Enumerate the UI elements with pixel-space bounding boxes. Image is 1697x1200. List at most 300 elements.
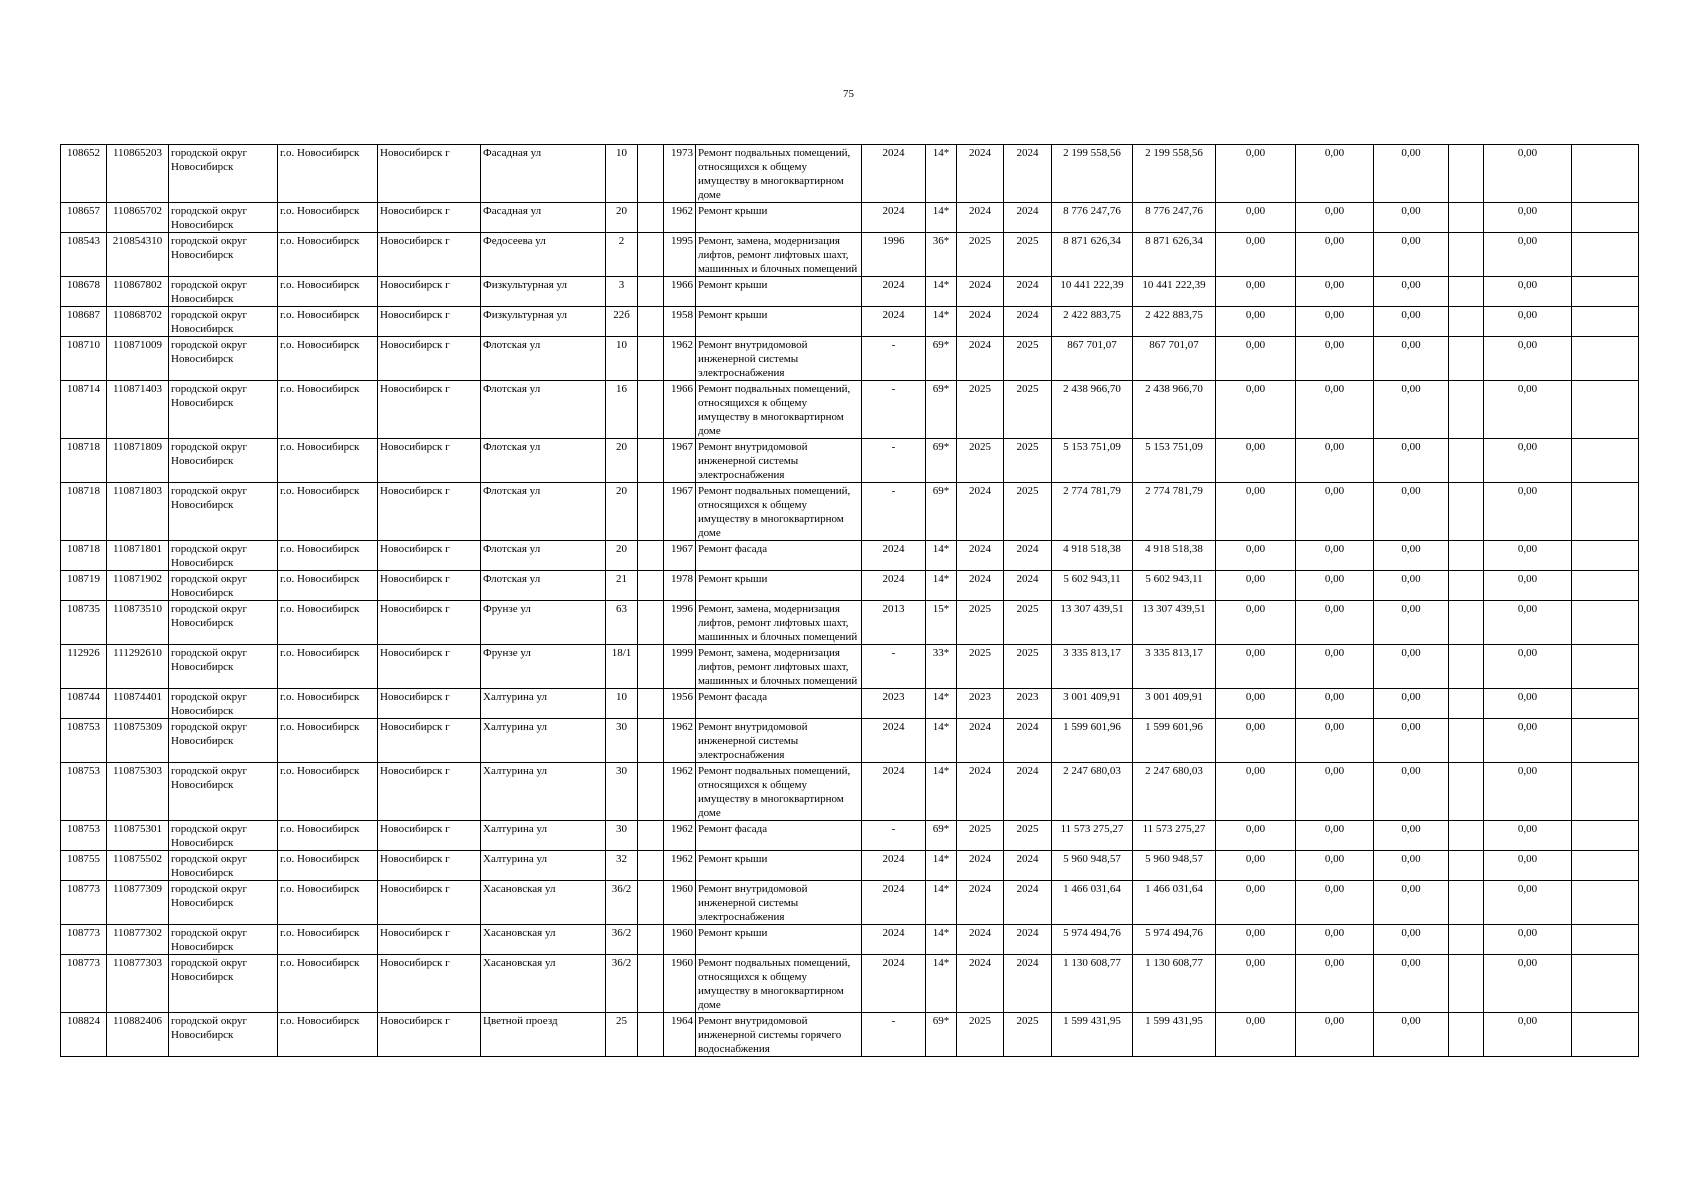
cell-city: Новосибирск г — [378, 337, 481, 381]
cell-house: 63 — [606, 601, 638, 645]
cell-id: 108755 — [61, 851, 107, 881]
cell-total-cost: 3 001 409,91 — [1052, 689, 1133, 719]
cell-municipality: г.о. Новосибирск — [278, 541, 378, 571]
cell-city: Новосибирск г — [378, 571, 481, 601]
cell-funding-2: 0,00 — [1296, 601, 1374, 645]
cell-street: Флотская ул — [481, 439, 606, 483]
cell-id: 108773 — [61, 955, 107, 1013]
cell-total-cost: 10 441 222,39 — [1052, 277, 1133, 307]
cell-funding-5: 0,00 — [1484, 1013, 1572, 1057]
cell-funding-2: 0,00 — [1296, 483, 1374, 541]
cell-fund-cost: 11 573 275,27 — [1133, 821, 1216, 851]
cell-city: Новосибирск г — [378, 381, 481, 439]
cell-funding-3: 0,00 — [1374, 763, 1449, 821]
cell-code: 110875303 — [107, 763, 169, 821]
cell-id: 108718 — [61, 439, 107, 483]
cell-block — [638, 645, 664, 689]
cell-code: 111292610 — [107, 645, 169, 689]
cell-street: Халтурина ул — [481, 763, 606, 821]
cell-city: Новосибирск г — [378, 601, 481, 645]
cell-funding-6 — [1572, 277, 1639, 307]
cell-funding-3: 0,00 — [1374, 483, 1449, 541]
cell-funding-5: 0,00 — [1484, 277, 1572, 307]
cell-municipality: г.о. Новосибирск — [278, 439, 378, 483]
cell-funding-5: 0,00 — [1484, 233, 1572, 277]
cell-code: 210854310 — [107, 233, 169, 277]
cell-funding-4 — [1449, 719, 1484, 763]
cell-end-year: 2024 — [1004, 307, 1052, 337]
cell-end-year: 2024 — [1004, 277, 1052, 307]
cell-total-cost: 4 918 518,38 — [1052, 541, 1133, 571]
cell-funding-2: 0,00 — [1296, 821, 1374, 851]
cell-funding-3: 0,00 — [1374, 439, 1449, 483]
cell-street: Хасановская ул — [481, 881, 606, 925]
cell-end-year: 2024 — [1004, 541, 1052, 571]
cell-block — [638, 851, 664, 881]
cell-city: Новосибирск г — [378, 1013, 481, 1057]
table-row — [61, 925, 1639, 955]
cell-end-year: 2025 — [1004, 1013, 1052, 1057]
cell-work-type: Ремонт подвальных помещений, относящихся к общему имуществу в многоквартирном доме — [696, 145, 862, 203]
cell-house: 20 — [606, 541, 638, 571]
cell-fund-cost: 5 960 948,57 — [1133, 851, 1216, 881]
cell-block — [638, 689, 664, 719]
cell-funding-4 — [1449, 763, 1484, 821]
cell-funding-6 — [1572, 483, 1639, 541]
cell-end-year: 2025 — [1004, 645, 1052, 689]
cell-street: Флотская ул — [481, 337, 606, 381]
cell-basis: 69* — [926, 439, 957, 483]
cell-district: городской округ Новосибирск — [169, 881, 278, 925]
cell-fund-cost: 1 599 431,95 — [1133, 1013, 1216, 1057]
cell-house: 10 — [606, 337, 638, 381]
cell-district: городской округ Новосибирск — [169, 381, 278, 439]
cell-basis: 15* — [926, 601, 957, 645]
capital-repair-register-table — [60, 144, 1639, 1057]
cell-funding-6 — [1572, 881, 1639, 925]
cell-city: Новосибирск г — [378, 955, 481, 1013]
cell-work-type: Ремонт фасада — [696, 541, 862, 571]
cell-district: городской округ Новосибирск — [169, 719, 278, 763]
cell-start-year: 2023 — [957, 689, 1004, 719]
table-row — [61, 483, 1639, 541]
cell-basis: 14* — [926, 689, 957, 719]
cell-city: Новосибирск г — [378, 821, 481, 851]
cell-total-cost: 2 199 558,56 — [1052, 145, 1133, 203]
cell-total-cost: 867 701,07 — [1052, 337, 1133, 381]
cell-start-year: 2024 — [957, 925, 1004, 955]
cell-work-type: Ремонт внутридомовой инженерной системы электроснабжения — [696, 719, 862, 763]
cell-funding-6 — [1572, 203, 1639, 233]
cell-funding-1: 0,00 — [1216, 307, 1296, 337]
cell-funding-6 — [1572, 541, 1639, 571]
cell-funding-2: 0,00 — [1296, 881, 1374, 925]
table-row — [61, 145, 1639, 203]
cell-funding-6 — [1572, 763, 1639, 821]
cell-last-year: 2024 — [862, 955, 926, 1013]
cell-municipality: г.о. Новосибирск — [278, 925, 378, 955]
cell-start-year: 2025 — [957, 439, 1004, 483]
cell-start-year: 2025 — [957, 645, 1004, 689]
cell-fund-cost: 1 466 031,64 — [1133, 881, 1216, 925]
cell-street: Физкультурная ул — [481, 277, 606, 307]
cell-id: 108824 — [61, 1013, 107, 1057]
cell-street: Фасадная ул — [481, 203, 606, 233]
cell-funding-3: 0,00 — [1374, 821, 1449, 851]
cell-funding-4 — [1449, 881, 1484, 925]
cell-fund-cost: 5 974 494,76 — [1133, 925, 1216, 955]
cell-municipality: г.о. Новосибирск — [278, 763, 378, 821]
cell-year-built: 1967 — [664, 439, 696, 483]
cell-year-built: 1966 — [664, 381, 696, 439]
cell-funding-5: 0,00 — [1484, 955, 1572, 1013]
table-row — [61, 203, 1639, 233]
cell-block — [638, 1013, 664, 1057]
cell-start-year: 2024 — [957, 483, 1004, 541]
cell-last-year: - — [862, 381, 926, 439]
cell-work-type: Ремонт подвальных помещений, относящихся к общему имуществу в многоквартирном доме — [696, 955, 862, 1013]
cell-city: Новосибирск г — [378, 439, 481, 483]
cell-last-year: 2024 — [862, 763, 926, 821]
cell-basis: 36* — [926, 233, 957, 277]
cell-municipality: г.о. Новосибирск — [278, 955, 378, 1013]
cell-basis: 14* — [926, 307, 957, 337]
cell-end-year: 2025 — [1004, 381, 1052, 439]
cell-work-type: Ремонт внутридомовой инженерной системы электроснабжения — [696, 881, 862, 925]
cell-id: 108678 — [61, 277, 107, 307]
cell-funding-3: 0,00 — [1374, 925, 1449, 955]
cell-id: 108687 — [61, 307, 107, 337]
cell-block — [638, 439, 664, 483]
cell-street: Фрунзе ул — [481, 601, 606, 645]
cell-total-cost: 3 335 813,17 — [1052, 645, 1133, 689]
cell-year-built: 1999 — [664, 645, 696, 689]
cell-block — [638, 381, 664, 439]
cell-funding-2: 0,00 — [1296, 571, 1374, 601]
cell-funding-2: 0,00 — [1296, 1013, 1374, 1057]
cell-year-built: 1995 — [664, 233, 696, 277]
cell-last-year: 2024 — [862, 719, 926, 763]
cell-block — [638, 145, 664, 203]
cell-fund-cost: 2 438 966,70 — [1133, 381, 1216, 439]
cell-year-built: 1973 — [664, 145, 696, 203]
cell-fund-cost: 3 001 409,91 — [1133, 689, 1216, 719]
cell-funding-3: 0,00 — [1374, 381, 1449, 439]
cell-block — [638, 277, 664, 307]
cell-fund-cost: 2 422 883,75 — [1133, 307, 1216, 337]
cell-municipality: г.о. Новосибирск — [278, 337, 378, 381]
cell-district: городской округ Новосибирск — [169, 439, 278, 483]
table-row — [61, 541, 1639, 571]
cell-last-year: - — [862, 645, 926, 689]
cell-code: 110871801 — [107, 541, 169, 571]
cell-last-year: - — [862, 439, 926, 483]
cell-fund-cost: 1 130 608,77 — [1133, 955, 1216, 1013]
cell-fund-cost: 1 599 601,96 — [1133, 719, 1216, 763]
cell-basis: 69* — [926, 1013, 957, 1057]
cell-last-year: 2024 — [862, 541, 926, 571]
cell-work-type: Ремонт крыши — [696, 203, 862, 233]
cell-basis: 14* — [926, 763, 957, 821]
cell-funding-4 — [1449, 925, 1484, 955]
cell-street: Цветной проезд — [481, 1013, 606, 1057]
cell-funding-3: 0,00 — [1374, 145, 1449, 203]
cell-district: городской округ Новосибирск — [169, 601, 278, 645]
cell-funding-3: 0,00 — [1374, 851, 1449, 881]
table-row — [61, 601, 1639, 645]
cell-street: Фасадная ул — [481, 145, 606, 203]
cell-funding-6 — [1572, 601, 1639, 645]
table-row — [61, 337, 1639, 381]
cell-house: 30 — [606, 821, 638, 851]
cell-code: 110871009 — [107, 337, 169, 381]
cell-year-built: 1962 — [664, 203, 696, 233]
cell-house: 36/2 — [606, 955, 638, 1013]
cell-funding-5: 0,00 — [1484, 337, 1572, 381]
cell-funding-4 — [1449, 439, 1484, 483]
cell-last-year: 2024 — [862, 851, 926, 881]
cell-street: Фрунзе ул — [481, 645, 606, 689]
cell-funding-4 — [1449, 337, 1484, 381]
cell-block — [638, 483, 664, 541]
cell-year-built: 1996 — [664, 601, 696, 645]
cell-total-cost: 5 153 751,09 — [1052, 439, 1133, 483]
cell-funding-5: 0,00 — [1484, 439, 1572, 483]
table-row — [61, 307, 1639, 337]
cell-funding-2: 0,00 — [1296, 541, 1374, 571]
cell-funding-4 — [1449, 307, 1484, 337]
cell-start-year: 2024 — [957, 571, 1004, 601]
cell-id: 108773 — [61, 925, 107, 955]
cell-city: Новосибирск г — [378, 307, 481, 337]
cell-funding-6 — [1572, 821, 1639, 851]
cell-basis: 14* — [926, 203, 957, 233]
cell-funding-1: 0,00 — [1216, 571, 1296, 601]
cell-funding-5: 0,00 — [1484, 821, 1572, 851]
cell-code: 110875301 — [107, 821, 169, 851]
cell-funding-1: 0,00 — [1216, 1013, 1296, 1057]
cell-funding-2: 0,00 — [1296, 307, 1374, 337]
cell-id: 108735 — [61, 601, 107, 645]
cell-funding-2: 0,00 — [1296, 233, 1374, 277]
cell-fund-cost: 4 918 518,38 — [1133, 541, 1216, 571]
cell-basis: 14* — [926, 541, 957, 571]
cell-funding-3: 0,00 — [1374, 955, 1449, 1013]
cell-street: Халтурина ул — [481, 851, 606, 881]
cell-start-year: 2024 — [957, 203, 1004, 233]
cell-district: городской округ Новосибирск — [169, 307, 278, 337]
cell-work-type: Ремонт внутридомовой инженерной системы электроснабжения — [696, 439, 862, 483]
cell-street: Флотская ул — [481, 571, 606, 601]
cell-start-year: 2024 — [957, 881, 1004, 925]
cell-district: городской округ Новосибирск — [169, 689, 278, 719]
cell-funding-6 — [1572, 307, 1639, 337]
cell-end-year: 2025 — [1004, 821, 1052, 851]
cell-street: Халтурина ул — [481, 821, 606, 851]
cell-block — [638, 719, 664, 763]
cell-funding-5: 0,00 — [1484, 689, 1572, 719]
cell-funding-2: 0,00 — [1296, 719, 1374, 763]
cell-funding-4 — [1449, 203, 1484, 233]
cell-year-built: 1960 — [664, 955, 696, 1013]
cell-basis: 14* — [926, 851, 957, 881]
cell-start-year: 2024 — [957, 145, 1004, 203]
cell-funding-5: 0,00 — [1484, 541, 1572, 571]
cell-id: 108753 — [61, 821, 107, 851]
cell-funding-1: 0,00 — [1216, 601, 1296, 645]
cell-house: 20 — [606, 203, 638, 233]
cell-code: 110865203 — [107, 145, 169, 203]
cell-house: 10 — [606, 689, 638, 719]
table-row — [61, 439, 1639, 483]
cell-year-built: 1966 — [664, 277, 696, 307]
cell-id: 108657 — [61, 203, 107, 233]
cell-funding-2: 0,00 — [1296, 925, 1374, 955]
cell-id: 108718 — [61, 483, 107, 541]
cell-city: Новосибирск г — [378, 763, 481, 821]
cell-year-built: 1962 — [664, 821, 696, 851]
cell-funding-3: 0,00 — [1374, 601, 1449, 645]
cell-city: Новосибирск г — [378, 203, 481, 233]
cell-year-built: 1964 — [664, 1013, 696, 1057]
cell-basis: 14* — [926, 277, 957, 307]
cell-house: 10 — [606, 145, 638, 203]
cell-last-year: - — [862, 1013, 926, 1057]
cell-district: городской округ Новосибирск — [169, 763, 278, 821]
table-row — [61, 763, 1639, 821]
cell-district: городской округ Новосибирск — [169, 821, 278, 851]
cell-municipality: г.о. Новосибирск — [278, 381, 378, 439]
cell-last-year: 2024 — [862, 145, 926, 203]
cell-end-year: 2024 — [1004, 203, 1052, 233]
cell-funding-5: 0,00 — [1484, 763, 1572, 821]
cell-funding-5: 0,00 — [1484, 645, 1572, 689]
cell-funding-3: 0,00 — [1374, 645, 1449, 689]
cell-fund-cost: 3 335 813,17 — [1133, 645, 1216, 689]
table-row — [61, 689, 1639, 719]
cell-work-type: Ремонт подвальных помещений, относящихся к общему имуществу в многоквартирном доме — [696, 763, 862, 821]
cell-total-cost: 13 307 439,51 — [1052, 601, 1133, 645]
cell-work-type: Ремонт крыши — [696, 307, 862, 337]
cell-funding-4 — [1449, 381, 1484, 439]
cell-city: Новосибирск г — [378, 277, 481, 307]
cell-code: 110877303 — [107, 955, 169, 1013]
cell-basis: 14* — [926, 881, 957, 925]
table-row — [61, 821, 1639, 851]
cell-funding-2: 0,00 — [1296, 763, 1374, 821]
cell-code: 110877309 — [107, 881, 169, 925]
cell-basis: 33* — [926, 645, 957, 689]
cell-total-cost: 2 438 966,70 — [1052, 381, 1133, 439]
cell-funding-6 — [1572, 645, 1639, 689]
cell-basis: 69* — [926, 483, 957, 541]
cell-house: 30 — [606, 719, 638, 763]
cell-block — [638, 821, 664, 851]
cell-funding-3: 0,00 — [1374, 719, 1449, 763]
cell-work-type: Ремонт внутридомовой инженерной системы электроснабжения — [696, 337, 862, 381]
cell-start-year: 2024 — [957, 277, 1004, 307]
cell-block — [638, 203, 664, 233]
cell-house: 30 — [606, 763, 638, 821]
table-row — [61, 955, 1639, 1013]
cell-district: городской округ Новосибирск — [169, 145, 278, 203]
cell-municipality: г.о. Новосибирск — [278, 571, 378, 601]
cell-funding-6 — [1572, 439, 1639, 483]
cell-municipality: г.о. Новосибирск — [278, 719, 378, 763]
table-row — [61, 277, 1639, 307]
cell-street: Физкультурная ул — [481, 307, 606, 337]
cell-municipality: г.о. Новосибирск — [278, 203, 378, 233]
cell-id: 108744 — [61, 689, 107, 719]
cell-fund-cost: 867 701,07 — [1133, 337, 1216, 381]
cell-total-cost: 1 599 601,96 — [1052, 719, 1133, 763]
cell-street: Флотская ул — [481, 483, 606, 541]
cell-end-year: 2023 — [1004, 689, 1052, 719]
cell-total-cost: 1 466 031,64 — [1052, 881, 1133, 925]
cell-district: городской округ Новосибирск — [169, 203, 278, 233]
cell-last-year: 2024 — [862, 881, 926, 925]
cell-end-year: 2024 — [1004, 145, 1052, 203]
cell-start-year: 2024 — [957, 719, 1004, 763]
cell-year-built: 1962 — [664, 851, 696, 881]
cell-end-year: 2024 — [1004, 719, 1052, 763]
cell-funding-2: 0,00 — [1296, 381, 1374, 439]
cell-start-year: 2024 — [957, 851, 1004, 881]
cell-funding-1: 0,00 — [1216, 851, 1296, 881]
cell-district: городской округ Новосибирск — [169, 337, 278, 381]
cell-funding-6 — [1572, 337, 1639, 381]
cell-district: городской округ Новосибирск — [169, 541, 278, 571]
cell-funding-1: 0,00 — [1216, 145, 1296, 203]
cell-district: городской округ Новосибирск — [169, 925, 278, 955]
cell-city: Новосибирск г — [378, 483, 481, 541]
cell-funding-2: 0,00 — [1296, 439, 1374, 483]
cell-funding-3: 0,00 — [1374, 307, 1449, 337]
cell-basis: 69* — [926, 381, 957, 439]
cell-fund-cost: 2 774 781,79 — [1133, 483, 1216, 541]
cell-last-year: 2024 — [862, 571, 926, 601]
cell-code: 110873510 — [107, 601, 169, 645]
cell-last-year: - — [862, 337, 926, 381]
cell-year-built: 1956 — [664, 689, 696, 719]
cell-street: Флотская ул — [481, 381, 606, 439]
cell-funding-4 — [1449, 1013, 1484, 1057]
table-row — [61, 1013, 1639, 1057]
cell-start-year: 2025 — [957, 601, 1004, 645]
cell-fund-cost: 5 602 943,11 — [1133, 571, 1216, 601]
cell-funding-4 — [1449, 571, 1484, 601]
cell-year-built: 1978 — [664, 571, 696, 601]
cell-start-year: 2025 — [957, 1013, 1004, 1057]
cell-funding-1: 0,00 — [1216, 439, 1296, 483]
cell-block — [638, 881, 664, 925]
cell-funding-1: 0,00 — [1216, 541, 1296, 571]
cell-year-built: 1967 — [664, 541, 696, 571]
cell-year-built: 1967 — [664, 483, 696, 541]
cell-fund-cost: 13 307 439,51 — [1133, 601, 1216, 645]
cell-total-cost: 5 602 943,11 — [1052, 571, 1133, 601]
cell-end-year: 2024 — [1004, 763, 1052, 821]
cell-funding-2: 0,00 — [1296, 203, 1374, 233]
cell-funding-2: 0,00 — [1296, 277, 1374, 307]
cell-last-year: - — [862, 821, 926, 851]
cell-code: 110871902 — [107, 571, 169, 601]
cell-block — [638, 601, 664, 645]
cell-block — [638, 925, 664, 955]
cell-funding-3: 0,00 — [1374, 689, 1449, 719]
cell-funding-6 — [1572, 145, 1639, 203]
cell-fund-cost: 8 776 247,76 — [1133, 203, 1216, 233]
